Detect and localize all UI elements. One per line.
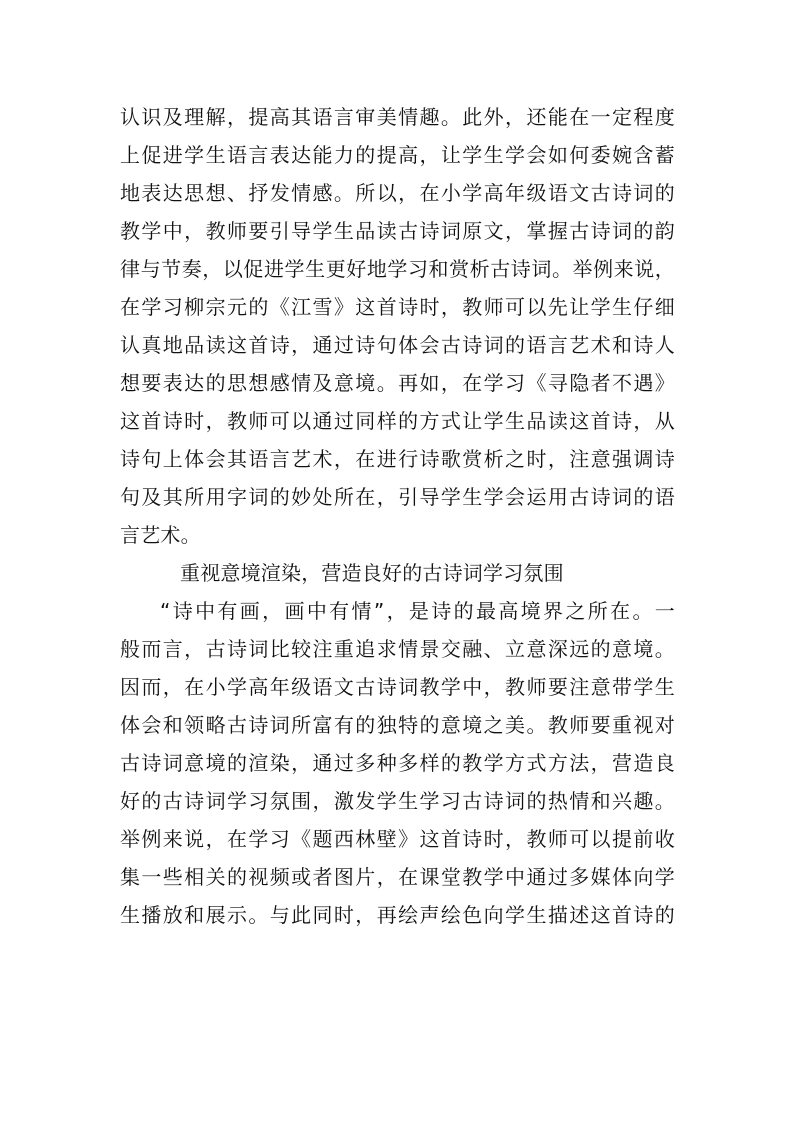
body-text	[120, 98, 675, 934]
text-line: 古诗词意境的渲染，通过多种多样的教学方式方法，营造良	[120, 751, 675, 775]
text-line: 认真地品读这首诗，通过诗句体会古诗词的语言艺术和诗人	[120, 333, 675, 357]
text-line: 举例来说，在学习《题西林壁》这首诗时，教师可以提前收	[120, 827, 675, 851]
text-line: 体会和领略古诗词所富有的独特的意境之美。教师要重视对	[120, 713, 675, 737]
text-line: 集一些相关的视频或者图片，在课堂教学中通过多媒体向学	[120, 865, 675, 889]
text-line: 好的古诗词学习氛围，激发学生学习古诗词的热情和兴趣。	[120, 789, 675, 813]
text-line: 在学习柳宗元的《江雪》这首诗时，教师可以先让学生仔细	[120, 295, 675, 319]
text-line: 这首诗时，教师可以通过同样的方式让学生品读这首诗，从	[120, 409, 675, 433]
text-line: 教学中，教师要引导学生品读古诗词原文，掌握古诗词的韵	[120, 219, 675, 243]
text-line: “诗中有画，画中有情”，是诗的最高境界之所在。一	[160, 599, 675, 623]
text-line: 想要表达的思想感情及意境。再如，在学习《寻隐者不遇》	[120, 371, 675, 395]
text-line: 律与节奏，以促进学生更好地学习和赏析古诗词。举例来说，	[120, 257, 675, 281]
paragraph-1	[120, 98, 675, 554]
text-line: 句及其所用字词的妙处所在，引导学生学会运用古诗词的语	[120, 485, 675, 509]
text-line: 般而言，古诗词比较注重追求情景交融、立意深远的意境。	[120, 637, 675, 661]
text-line: 因而，在小学高年级语文古诗词教学中，教师要注意带学生	[120, 675, 675, 699]
text-line: 诗句上体会其语言艺术，在进行诗歌赏析之时，注意强调诗	[120, 447, 675, 471]
text-line: 生播放和展示。与此同时，再绘声绘色向学生描述这首诗的	[120, 903, 675, 927]
text-line: 言艺术。	[120, 523, 201, 547]
section-heading: 重视意境渲染，营造良好的古诗词学习氛围	[180, 561, 564, 585]
text-line: 认识及理解，提高其语言审美情趣。此外，还能在一定程度	[120, 105, 675, 129]
text-line: 地表达思想、抒发情感。所以，在小学高年级语文古诗词的	[120, 181, 675, 205]
paragraph-2	[120, 592, 675, 934]
text-line: 上促进学生语言表达能力的提高，让学生学会如何委婉含蓄	[120, 143, 675, 167]
